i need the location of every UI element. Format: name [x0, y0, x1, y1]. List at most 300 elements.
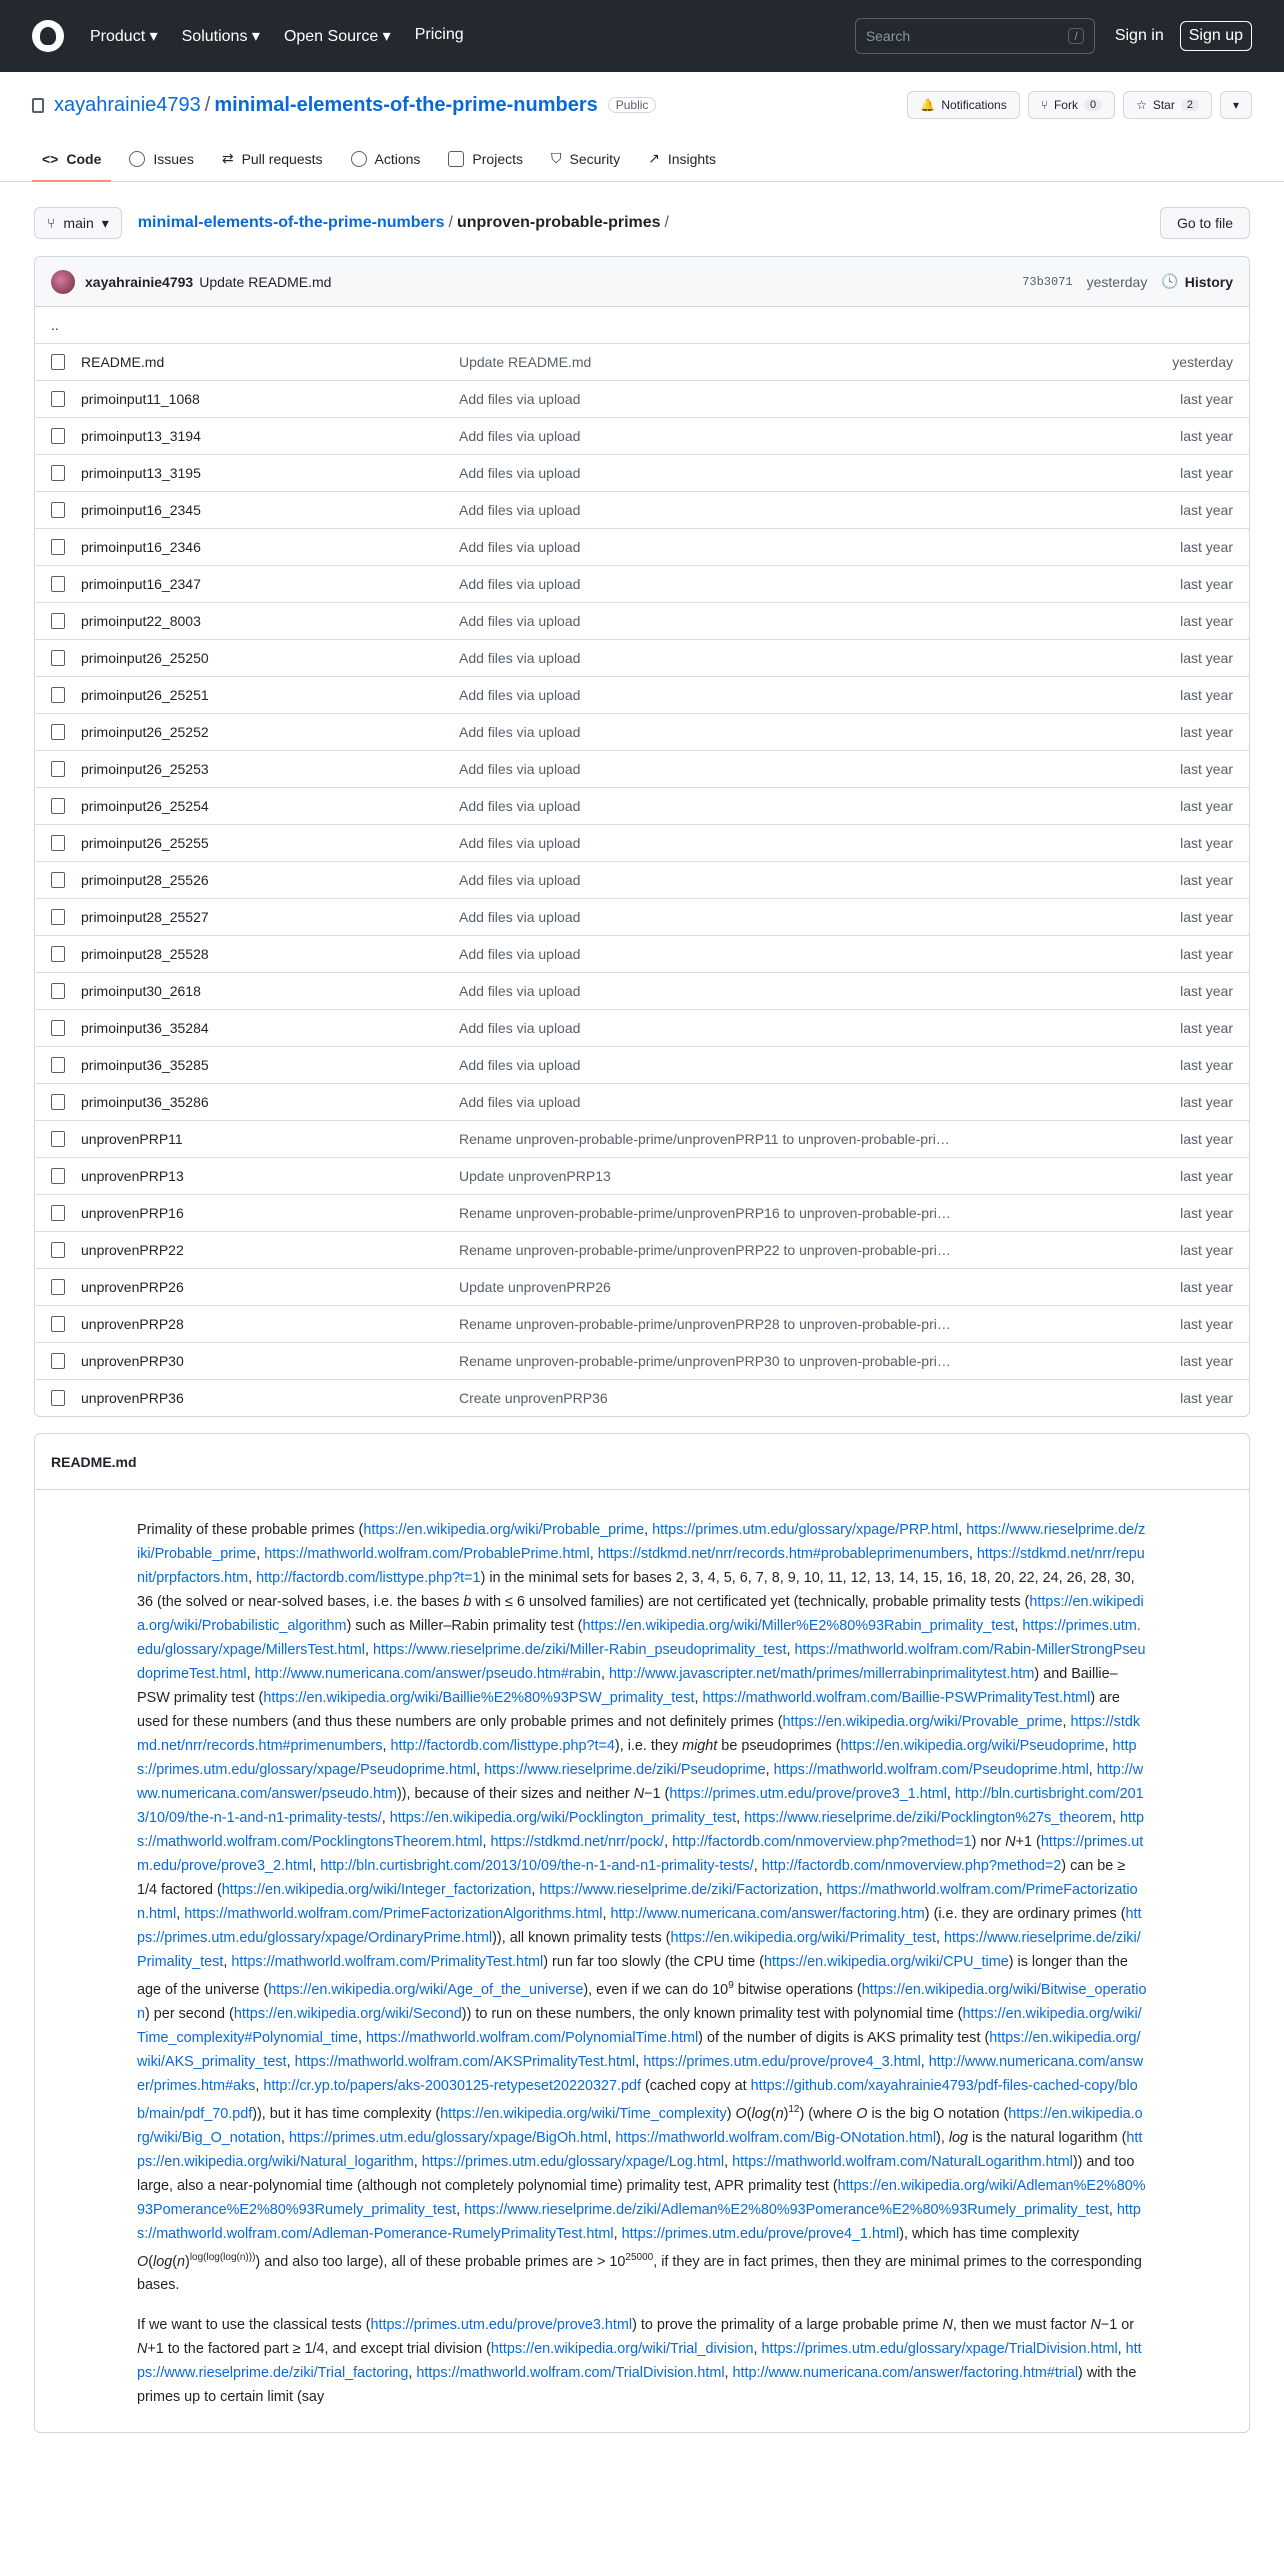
file-name-link[interactable]: unprovenPRP16 — [81, 1205, 184, 1221]
readme-text: , — [920, 2053, 929, 2070]
readme-link[interactable]: https://primes.utm.edu/glossary/xpage/BigOh.html — [288, 2129, 608, 2146]
readme-link[interactable]: https://mathworld.wolfram.com/PocklingtonsTheorem.html — [137, 1810, 1145, 1850]
readme-text: , — [753, 2341, 762, 2358]
readme-link[interactable]: https://en.wikipedia.org/wiki/Probabilistic_algorithm — [137, 1594, 1144, 1634]
file-commit-message[interactable]: Add files via upload — [459, 1057, 581, 1073]
readme-link[interactable]: https://mathworld.wolfram.com/Rabin-MillerStrongPseudoprimeTest.html — [137, 1642, 1146, 1682]
file-row[interactable] — [35, 787, 1249, 824]
file-name-link[interactable]: unprovenPRP36 — [81, 1390, 184, 1406]
readme-link[interactable]: https://stdkmd.net/nrr/records.htm#probableprimenumbers — [597, 1546, 969, 1562]
readme-link[interactable]: https://mathworld.wolfram.com/NaturalLogarithm.html — [732, 2153, 1073, 2170]
file-name-link[interactable]: .. — [51, 317, 59, 333]
file-row[interactable] — [35, 491, 1249, 528]
readme-italic: O — [137, 2253, 149, 2270]
file-commit-message[interactable]: Add files via upload — [459, 613, 581, 629]
file-commit-message[interactable]: Add files via upload — [459, 872, 581, 888]
readme-link[interactable]: http://bln.curtisbright.com/2013/10/09/the-n-1-and-n1-primality-tests/ — [320, 1858, 754, 1874]
file-name-link[interactable]: primoinput26_25255 — [81, 835, 209, 851]
readme-text: , — [1117, 2341, 1126, 2358]
file-name-link[interactable]: primoinput13_3195 — [81, 465, 201, 481]
file-icon — [51, 502, 65, 518]
file-name-link[interactable]: primoinput36_35284 — [81, 1020, 209, 1036]
file-row[interactable] — [35, 1268, 1249, 1305]
file-commit-message[interactable]: Update unprovenPRP26 — [459, 1279, 611, 1295]
readme-italic: N — [1005, 1834, 1016, 1850]
file-commit-message[interactable]: Add files via upload — [459, 1094, 581, 1110]
readme-text: , — [946, 1786, 955, 1802]
readme-link[interactable]: https://www.rieselprime.de/ziki/Probable_prime — [137, 1522, 1146, 1562]
file-row[interactable] — [35, 824, 1249, 861]
file-row[interactable] — [35, 1194, 1249, 1231]
readme-text: −1 ( — [644, 1786, 670, 1802]
readme-text: , — [364, 1642, 373, 1658]
file-row[interactable] — [35, 898, 1249, 935]
parent-directory-row[interactable] — [35, 307, 1249, 343]
readme-text: , — [664, 1834, 673, 1850]
file-commit-message[interactable]: Add files via upload — [459, 465, 581, 481]
readme-link[interactable]: https://en.wikipedia.org/wiki/Trial_division — [490, 2341, 754, 2358]
readme-link[interactable]: https://en.wikipedia.org/wiki/Time_complexity#Polynomial_time — [137, 2005, 1142, 2046]
file-name-link[interactable]: primoinput28_25527 — [81, 909, 209, 925]
pull-request-icon: ⇄ — [221, 150, 234, 166]
file-age: last year — [1180, 1020, 1233, 1036]
commit-message[interactable]: Update README.md — [199, 273, 332, 290]
file-commit-message[interactable]: Add files via upload — [459, 650, 581, 666]
file-commit-message[interactable]: Rename unproven-probable-prime/unprovenPRP16 to unproven-probable-pri… — [459, 1205, 951, 1221]
file-commit-message[interactable]: Add files via upload — [459, 761, 581, 777]
file-row[interactable] — [35, 935, 1249, 972]
file-icon — [51, 1242, 65, 1258]
readme-link[interactable]: https://mathworld.wolfram.com/Pseudoprime.html — [773, 1762, 1089, 1778]
file-name-link[interactable]: primoinput30_2618 — [81, 983, 201, 999]
file-age: last year — [1180, 1057, 1233, 1073]
readme-italic: b — [463, 1594, 472, 1610]
file-age: last year — [1180, 835, 1233, 851]
readme-link[interactable]: https://primes.utm.edu/glossary/xpage/Pseudoprime.html — [137, 1738, 1137, 1778]
signin-link[interactable]: Sign in — [1114, 27, 1164, 44]
file-row[interactable] — [35, 1157, 1249, 1194]
file-icon — [51, 983, 65, 999]
file-name-link[interactable]: primoinput16_2346 — [81, 539, 201, 555]
readme-link[interactable]: https://primes.utm.edu/glossary/xpage/TrialDivision.html — [761, 2341, 1118, 2358]
readme-text: , — [286, 2053, 295, 2070]
file-commit-message[interactable]: Add files via upload — [459, 909, 581, 925]
readme-text: bitwise operations ( — [733, 1981, 862, 1998]
search-input[interactable]: Search / — [855, 18, 1095, 54]
commit-author-link[interactable]: xayahrainie4793 — [85, 273, 194, 290]
commit-hash[interactable]: 73b3071 — [1022, 274, 1073, 289]
file-commit-message[interactable]: Rename unproven-probable-prime/unprovenPRP30 to unproven-probable-pri… — [459, 1353, 951, 1369]
repo-icon — [32, 98, 44, 113]
file-age: last year — [1180, 1242, 1233, 1258]
tab-security[interactable]: ⛉ Security — [551, 150, 621, 167]
repo-owner-link[interactable]: xayahrainie4793 — [54, 93, 201, 116]
readme-text: , — [1088, 1762, 1097, 1778]
readme-link[interactable]: https://en.wikipedia.org/wiki/Integer_factorization — [221, 1882, 532, 1898]
readme-text: ) is longer than the age of the universe ( — [137, 1954, 1128, 1998]
readme-body — [35, 1490, 1249, 2409]
readme-text: , — [358, 2029, 367, 2046]
file-age: last year — [1180, 1168, 1233, 1184]
file-row[interactable] — [35, 343, 1249, 380]
readme-panel — [34, 1433, 1250, 2433]
branch-icon: ⑂ — [47, 215, 56, 231]
repo-header — [0, 72, 1284, 182]
readme-link[interactable]: https://en.wikipedia.org/wiki/Bitwise_operation — [137, 1981, 1147, 2022]
file-icon — [51, 1094, 65, 1110]
readme-text: , — [635, 2053, 644, 2070]
readme-text: ) and Baillie–PSW primality test ( — [137, 1666, 1118, 1706]
readme-link[interactable]: https://mathworld.wolfram.com/PrimeFactorizationAlgorithms.html — [184, 1906, 603, 1922]
file-row[interactable] — [35, 713, 1249, 750]
issue-icon — [129, 151, 145, 167]
file-icon — [51, 539, 65, 555]
tab-issues[interactable]: Issues — [119, 142, 203, 181]
readme-link[interactable]: https://primes.utm.edu/prove/prove4_1.html — [621, 2225, 900, 2242]
file-icon — [51, 724, 65, 740]
readme-text: (cached copy at — [640, 2077, 751, 2094]
fork-icon: ⑂ — [1040, 98, 1048, 112]
readme-link[interactable]: https://primes.utm.edu/prove/prove3.html — [370, 2317, 633, 2334]
readme-text: , — [958, 1522, 967, 1538]
readme-text: , — [280, 2129, 289, 2146]
readme-text: , — [408, 2365, 417, 2382]
file-age: last year — [1180, 428, 1233, 444]
visibility-badge: Public — [608, 97, 657, 113]
file-name-link[interactable]: unprovenPRP22 — [81, 1242, 184, 1258]
readme-link[interactable]: https://primes.utm.edu/glossary/xpage/Log.html — [421, 2153, 725, 2170]
readme-link[interactable]: https://www.rieselprime.de/ziki/Pocklington%27s_theorem — [744, 1810, 1113, 1826]
file-age: last year — [1180, 613, 1233, 629]
file-icon — [51, 1316, 65, 1332]
file-age: last year — [1180, 798, 1233, 814]
readme-link[interactable]: https://www.rieselprime.de/ziki/Adleman%E2%80%93Pomerance%E2%80%93Rumely_primality_test — [464, 2201, 1109, 2218]
readme-text: , — [255, 2077, 264, 2094]
file-row[interactable] — [35, 1231, 1249, 1268]
tab-pull-requests[interactable]: ⇄ Pull requests — [221, 150, 323, 167]
signup-button[interactable]: Sign up — [1180, 21, 1252, 51]
file-icon — [51, 835, 65, 851]
readme-link[interactable]: https://mathworld.wolfram.com/TrialDivision.html — [416, 2365, 725, 2382]
go-to-file-button[interactable]: Go to file — [1160, 207, 1250, 239]
readme-text: , — [724, 2365, 733, 2382]
readme-link[interactable]: https://en.wikipedia.org/wiki/Time_complexity — [440, 2105, 727, 2122]
file-name-link[interactable]: unprovenPRP28 — [81, 1316, 184, 1332]
file-row[interactable] — [35, 861, 1249, 898]
readme-link[interactable]: http://www.numericana.com/answer/factoring.htm — [610, 1906, 925, 1922]
readme-link[interactable]: http://cr.yp.to/papers/aks-20030125-retypeset20220327.pdf — [263, 2077, 641, 2094]
file-commit-message[interactable]: Add files via upload — [459, 798, 581, 814]
readme-italic: log — [948, 2129, 969, 2146]
readme-text: )) to run on these numbers, the only known primality test with polynomial time ( — [461, 2005, 963, 2022]
file-row[interactable] — [35, 1305, 1249, 1342]
file-age: last year — [1180, 909, 1233, 925]
file-name-link[interactable]: primoinput26_25253 — [81, 761, 209, 777]
file-row[interactable] — [35, 1342, 1249, 1379]
readme-text: ) — [185, 2253, 190, 2270]
readme-link[interactable]: https://en.wikipedia.org/wiki/Adleman%E2%80%93Pomerance%E2%80%93Rumely_primality_test — [137, 2177, 1146, 2218]
readme-link[interactable]: https://mathworld.wolfram.com/ProbablePrime.html — [264, 1546, 590, 1562]
readme-paragraph — [137, 1518, 1147, 2297]
file-browser — [34, 256, 1250, 1417]
tab-projects[interactable]: Projects — [438, 142, 533, 181]
file-commit-message[interactable]: Add files via upload — [459, 428, 581, 444]
file-row[interactable] — [35, 565, 1249, 602]
readme-link[interactable]: https://en.wikipedia.org/wiki/Provable_prime — [782, 1714, 1063, 1730]
file-commit-message[interactable]: Add files via upload — [459, 835, 581, 851]
bell-icon: 🔔 — [920, 98, 936, 112]
readme-text: , — [765, 1762, 774, 1778]
readme-text: , — [600, 1666, 609, 1682]
readme-link[interactable]: https://mathworld.wolfram.com/AKSPrimalityTest.html — [294, 2053, 636, 2070]
readme-link[interactable]: https://en.wikipedia.org/wiki/Pocklington_primality_test — [389, 1810, 737, 1826]
file-age: last year — [1180, 1279, 1233, 1295]
readme-text: ) to prove the primality of a large probable prime — [632, 2317, 943, 2334]
readme-link[interactable]: https://mathworld.wolfram.com/Baillie-PSWPrimalityTest.html — [702, 1690, 1091, 1706]
file-row[interactable] — [35, 1046, 1249, 1083]
file-row[interactable] — [35, 972, 1249, 1009]
readme-link[interactable]: https://mathworld.wolfram.com/PolynomialTime.html — [366, 2029, 699, 2046]
readme-link[interactable]: https://www.rieselprime.de/ziki/Pseudoprime — [484, 1762, 766, 1778]
readme-link[interactable]: https://www.rieselprime.de/ziki/Miller-Rabin_pseudoprimality_test — [372, 1642, 787, 1658]
readme-link[interactable]: https://primes.utm.edu/prove/prove4_3.html — [643, 2053, 921, 2070]
readme-text: , — [644, 1522, 653, 1538]
file-icon — [51, 465, 65, 481]
github-logo-icon[interactable] — [32, 20, 64, 52]
tab-code[interactable]: <> Code — [32, 142, 111, 181]
file-name-link[interactable]: unprovenPRP11 — [81, 1131, 183, 1147]
file-icon — [51, 1390, 65, 1406]
readme-superscript: log(log(log(n))) — [189, 2251, 256, 2263]
file-commit-message[interactable]: Rename unproven-probable-prime/unprovenPRP11 to unproven-probable-pri… — [459, 1131, 950, 1147]
readme-link[interactable]: https://en.wikipedia.org/wiki/Baillie%E2%80%93PSW_primality_test — [263, 1690, 695, 1706]
readme-link[interactable]: https://en.wikipedia.org/wiki/Natural_logarithm — [137, 2129, 1143, 2170]
file-commit-message[interactable]: Add files via upload — [459, 983, 581, 999]
readme-link[interactable]: https://github.com/xayahrainie4793/pdf-files-cached-copy/blob/main/pdf_70.pdf — [137, 2077, 1138, 2122]
file-name-link[interactable]: primoinput28_25526 — [81, 872, 209, 888]
file-row[interactable] — [35, 528, 1249, 565]
readme-text: ) per second ( — [145, 2005, 234, 2022]
file-age: last year — [1180, 724, 1233, 740]
readme-link[interactable]: https://en.wikipedia.org/wiki/Second — [233, 2005, 462, 2022]
readme-link[interactable]: https://mathworld.wolfram.com/Big-ONotation.html — [615, 2129, 937, 2146]
file-age: last year — [1180, 1316, 1233, 1332]
file-commit-message[interactable]: Add files via upload — [459, 1020, 581, 1036]
file-commit-message[interactable]: Add files via upload — [459, 502, 581, 518]
readme-link[interactable]: https://mathworld.wolfram.com/Adleman-Pomerance-RumelyPrimalityTest.html — [137, 2201, 1141, 2242]
file-name-link[interactable]: primoinput26_25254 — [81, 798, 209, 814]
file-commit-message[interactable]: Add files via upload — [459, 724, 581, 740]
branch-select[interactable]: ⑂ main ▾ — [34, 207, 122, 239]
readme-text: , — [968, 1546, 977, 1562]
tab-insights[interactable]: ↗ Insights — [648, 150, 717, 167]
readme-link[interactable]: https://en.wikipedia.org/wiki/Primality_test — [670, 1930, 936, 1946]
latest-commit-bar — [35, 257, 1249, 307]
file-icon — [51, 428, 65, 444]
readme-text: ) in the minimal sets for bases 2, 3, 4, 5, 6, 7, 8, 9, 10, 11, 12, 13, 14, 15, 16, 18, 20, 22, 24, 26, 28, 30, 36 (the solved or near-solved bases, i.e. the bases — [137, 1570, 1135, 1610]
file-icon — [51, 576, 65, 592]
file-commit-message[interactable]: Rename unproven-probable-prime/unprovenPRP28 to unproven-probable-pri… — [459, 1316, 951, 1332]
readme-text: be pseudoprimes ( — [717, 1738, 841, 1754]
readme-text: +1 ( — [1015, 1834, 1041, 1850]
readme-text: , — [312, 1858, 321, 1874]
readme-link[interactable]: http://bln.curtisbright.com/2013/10/09/the-n-1-and-n1-primality-tests/ — [137, 1786, 1144, 1826]
file-name-link[interactable]: primoinput28_25528 — [81, 946, 209, 962]
nav-open-source[interactable]: Open Source ▾ — [283, 28, 391, 45]
readme-text: ) (where — [799, 2105, 857, 2122]
file-name-link[interactable]: README.md — [81, 354, 165, 370]
breadcrumb-root-link[interactable]: minimal-elements-of-the-prime-numbers — [137, 214, 445, 231]
readme-text: , — [753, 1858, 762, 1874]
file-age: last year — [1180, 465, 1233, 481]
file-age: last year — [1180, 1353, 1233, 1369]
readme-text: , — [1104, 1738, 1113, 1754]
file-row[interactable] — [35, 380, 1249, 417]
readme-title: README.md — [35, 1434, 1249, 1490]
file-icon — [51, 1020, 65, 1036]
readme-text: , — [382, 1738, 391, 1754]
file-name-link[interactable]: unprovenPRP26 — [81, 1279, 184, 1295]
readme-link[interactable]: https://www.rieselprime.de/ziki/Factorization — [539, 1882, 819, 1898]
file-row[interactable] — [35, 676, 1249, 713]
readme-link[interactable]: https://primes.utm.edu/glossary/xpage/MillersTest.html — [137, 1618, 1141, 1658]
file-row[interactable] — [35, 639, 1249, 676]
file-name-link[interactable]: primoinput13_3194 — [81, 428, 201, 444]
readme-link[interactable]: http://factordb.com/nmoverview.php?method=2 — [761, 1858, 1062, 1874]
readme-text: , — [176, 1906, 185, 1922]
readme-link[interactable]: https://primes.utm.edu/prove/prove3_1.html — [669, 1786, 947, 1802]
file-row[interactable] — [35, 1120, 1249, 1157]
readme-link[interactable]: https://en.wikipedia.org/wiki/CPU_time — [763, 1954, 1009, 1970]
readme-link[interactable]: https://stdkmd.net/nrr/records.htm#primenumbers — [137, 1714, 1141, 1754]
file-name-link[interactable]: unprovenPRP30 — [81, 1353, 184, 1369]
file-name-link[interactable]: primoinput16_2347 — [81, 576, 201, 592]
readme-link[interactable]: https://en.wikipedia.org/wiki/Miller%E2%80%93Rabin_primality_test — [582, 1618, 1015, 1634]
file-name-link[interactable]: primoinput26_25251 — [81, 687, 209, 703]
readme-link[interactable]: https://en.wikipedia.org/wiki/Age_of_the_universe — [268, 1981, 584, 1998]
breadcrumb-current: unproven-probable-primes — [456, 214, 661, 231]
file-commit-message[interactable]: Add files via upload — [459, 946, 581, 962]
site-header — [0, 0, 1284, 72]
file-row[interactable] — [35, 602, 1249, 639]
file-age: last year — [1180, 539, 1233, 555]
file-name-link[interactable]: primoinput11_1068 — [81, 391, 200, 407]
readme-text: , — [256, 1546, 265, 1562]
fork-button[interactable]: ⑂ Fork 0 — [1028, 91, 1115, 119]
readme-link[interactable]: https://stdkmd.net/nrr/repunit/prpfactors.htm — [137, 1546, 1145, 1586]
file-commit-message[interactable]: Add files via upload — [459, 539, 581, 555]
tab-actions[interactable]: Actions — [341, 142, 431, 181]
file-age: last year — [1180, 983, 1233, 999]
readme-link[interactable]: https://en.wikipedia.org/wiki/Pseudoprime — [840, 1738, 1105, 1754]
readme-italic: log — [153, 2253, 173, 2270]
readme-link[interactable]: https://www.rieselprime.de/ziki/Trial_factoring — [137, 2341, 1142, 2382]
breadcrumb: minimal-elements-of-the-prime-numbers / unproven-probable-primes / — [137, 214, 669, 231]
notifications-button[interactable]: 🔔 Notifications — [907, 91, 1019, 119]
readme-link[interactable]: https://en.wikipedia.org/wiki/AKS_primality_test — [137, 2029, 1141, 2070]
readme-text: ) with the primes up to certain limit (say — [137, 2365, 1137, 2406]
nav-pricing[interactable]: Pricing — [414, 26, 464, 43]
avatar[interactable] — [51, 270, 75, 294]
file-row[interactable] — [35, 454, 1249, 491]
star-button[interactable]: ☆ Star 2 — [1123, 91, 1212, 119]
file-name-link[interactable]: primoinput36_35286 — [81, 1094, 209, 1110]
file-row[interactable] — [35, 417, 1249, 454]
history-link[interactable]: 🕓 History — [1161, 273, 1233, 290]
readme-link[interactable]: https://mathworld.wolfram.com/PrimalityTest.html — [231, 1954, 544, 1970]
file-commit-message[interactable]: Add files via upload — [459, 391, 581, 407]
file-commit-message[interactable]: Add files via upload — [459, 576, 581, 592]
readme-link[interactable]: http://www.javascripter.net/math/primes/millerrabinprimalitytest.htm — [608, 1666, 1035, 1682]
readme-link[interactable]: http://www.numericana.com/answer/pseudo.htm#rabin — [254, 1666, 601, 1682]
readme-link[interactable]: https://primes.utm.edu/glossary/xpage/PRP.html — [652, 1522, 959, 1538]
file-row[interactable] — [35, 1083, 1249, 1120]
file-name-link[interactable]: primoinput36_35285 — [81, 1057, 209, 1073]
readme-link[interactable]: https://en.wikipedia.org/wiki/Big_O_notation — [137, 2105, 1143, 2146]
file-row[interactable] — [35, 1009, 1249, 1046]
readme-link[interactable]: http://www.numericana.com/answer/primes.htm#aks — [137, 2053, 1144, 2094]
file-name-link[interactable]: primoinput26_25252 — [81, 724, 209, 740]
nav-product[interactable]: Product ▾ — [90, 28, 158, 45]
file-row[interactable] — [35, 750, 1249, 787]
file-age: last year — [1180, 576, 1233, 592]
readme-text: ) can be ≥ 1/4 factored ( — [137, 1858, 1126, 1898]
readme-link[interactable]: https://stdkmd.net/nrr/pock/ — [490, 1834, 665, 1850]
readme-link[interactable]: https://primes.utm.edu/glossary/xpage/OrdinaryPrime.html — [137, 1906, 1142, 1946]
file-commit-message[interactable]: Rename unproven-probable-prime/unprovenPRP22 to unproven-probable-pri… — [459, 1242, 951, 1258]
repo-name-link[interactable]: minimal-elements-of-the-prime-numbers — [214, 93, 598, 116]
file-commit-message[interactable]: Update unprovenPRP13 — [459, 1168, 611, 1184]
file-name-link[interactable]: primoinput26_25250 — [81, 650, 209, 666]
readme-text: ) are used for these numbers (and thus these numbers are only probable primes and not definitely primes ( — [137, 1690, 1120, 1730]
readme-link[interactable]: https://en.wikipedia.org/wiki/Probable_prime — [363, 1522, 645, 1538]
nav-solutions[interactable]: Solutions ▾ — [181, 28, 260, 45]
star-dropdown-button[interactable] — [1220, 91, 1252, 119]
file-name-link[interactable]: primoinput16_2345 — [81, 502, 201, 518]
file-name-link[interactable]: unprovenPRP13 — [81, 1168, 184, 1184]
readme-text: , — [456, 2201, 465, 2218]
readme-link[interactable]: http://factordb.com/listtype.php?t=1 — [256, 1570, 481, 1586]
file-icon — [51, 1168, 65, 1184]
file-commit-message[interactable]: Update README.md — [459, 354, 592, 370]
readme-text: , — [482, 1834, 491, 1850]
readme-text: , — [724, 2153, 733, 2170]
file-commit-message[interactable]: Create unprovenPRP36 — [459, 1390, 608, 1406]
readme-link[interactable]: http://factordb.com/listtype.php?t=4 — [390, 1738, 615, 1754]
readme-link[interactable]: http://www.numericana.com/answer/factoring.htm#trial — [732, 2365, 1079, 2382]
readme-text: Primality of these probable primes ( — [137, 1522, 364, 1538]
file-row[interactable] — [35, 1379, 1249, 1416]
readme-link[interactable]: https://www.rieselprime.de/ziki/Primality_test — [137, 1930, 1141, 1970]
readme-link[interactable]: https://mathworld.wolfram.com/PrimeFactorization.html — [137, 1882, 1138, 1922]
readme-text: , — [1014, 1618, 1023, 1634]
file-commit-message[interactable]: Add files via upload — [459, 687, 581, 703]
readme-link[interactable]: http://factordb.com/nmoverview.php?method=1 — [672, 1834, 972, 1850]
readme-text: ( — [746, 2105, 752, 2122]
file-age: last year — [1180, 946, 1233, 962]
file-name-link[interactable]: primoinput22_8003 — [81, 613, 201, 629]
readme-text: +1 to the factored part ≥ 1/4, and except trial division ( — [147, 2341, 491, 2358]
search-shortcut-key: / — [1068, 28, 1083, 44]
readme-link[interactable]: http://www.numericana.com/answer/pseudo.htm — [137, 1762, 1144, 1802]
chevron-down-icon: ▾ — [101, 214, 109, 231]
readme-text: ), i.e. they — [614, 1738, 683, 1754]
file-icon — [51, 1353, 65, 1369]
file-age: last year — [1180, 872, 1233, 888]
readme-link[interactable]: https://primes.utm.edu/prove/prove3_2.html — [137, 1834, 1144, 1874]
file-icon — [51, 391, 65, 407]
fork-count: 0 — [1084, 99, 1102, 111]
